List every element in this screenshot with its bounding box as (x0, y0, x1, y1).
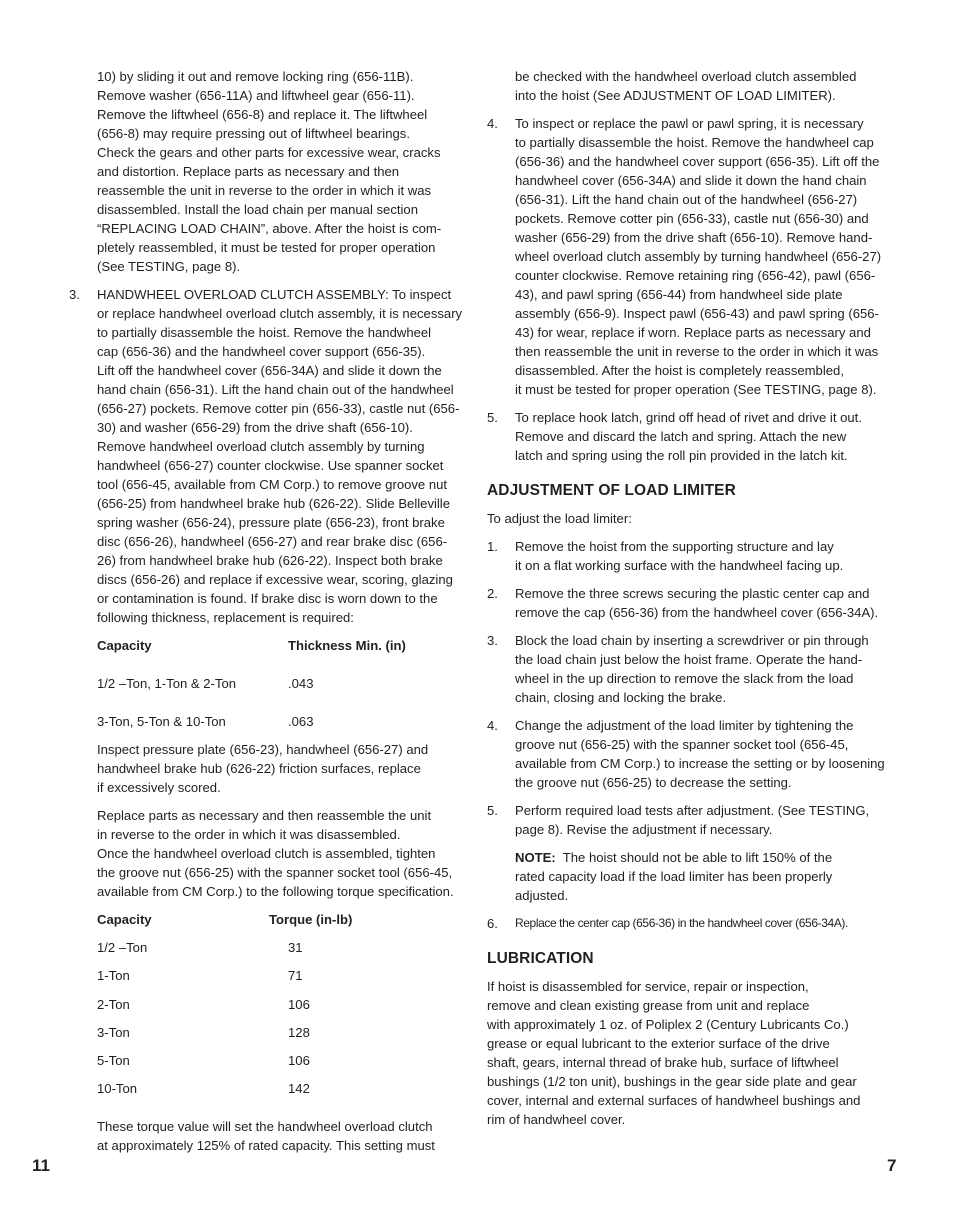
list-item-4 (487, 114, 889, 399)
text-line: in reverse to the order in which it was disassembled. (97, 827, 401, 842)
text-line: wheel in the up direction to remove the slack from the load (515, 671, 854, 686)
text-line: If hoist is disassembled for service, repair or inspection, (487, 979, 809, 994)
text-line: cover, internal and external surfaces of handwheel bushings and (487, 1093, 861, 1108)
text-line: Inspect pressure plate (656-23), handwheel (656-27) and (97, 742, 429, 757)
text-line: reassemble the unit in reverse to the order in which it was (97, 183, 432, 198)
text-line: Remove handwheel overload clutch assembly by turning (97, 439, 425, 454)
table-header (97, 636, 471, 655)
text-line: remove and clean existing grease from unit and replace (487, 998, 810, 1013)
inspect-paragraph (69, 740, 471, 797)
table-cell: 2-Ton (97, 996, 130, 1012)
text-line: 10) by sliding it out and remove locking ring (656-11B). (97, 69, 414, 84)
text-line: page 8). Revise the adjustment if necessary. (515, 822, 773, 837)
table-cell: 3-Ton (97, 1024, 130, 1040)
text-line: To replace hook latch, grind off head of rivet and drive it out. (515, 410, 862, 425)
note-text: The hoist should not be able to lift 150% of the (562, 850, 833, 865)
text-line: 43), and pawl spring (656-44) from handwheel side plate (515, 287, 843, 302)
text-line: available from CM Corp.) to increase the setting or by loosening (515, 756, 885, 771)
text-line: grease or equal lubricant to the exterior surface of the drive (487, 1036, 830, 1051)
text-line: remove the cap (656-36) from the handwheel cover (656-34A). (515, 605, 879, 620)
adjustment-step (487, 801, 889, 839)
text-line: pletely reassembled, it must be tested for proper operation (97, 240, 436, 255)
column-header: Thickness Min. (in) (288, 638, 406, 653)
closing-paragraph (69, 1117, 471, 1155)
text-line: latch and spring using the roll pin provided in the latch kit. (515, 448, 848, 463)
table-cell: 3-Ton, 5-Ton & 10-Ton (97, 714, 226, 729)
table-cell: 10-Ton (97, 1081, 138, 1097)
note-label: NOTE: (515, 850, 556, 865)
list-number: 5. (487, 803, 498, 818)
intro-text: To adjust the load limiter: (487, 511, 632, 526)
text-line: To inspect or replace the pawl or pawl spring, it is necessary (515, 116, 864, 131)
text-line: be checked with the handwheel overload clutch assembled (515, 69, 857, 84)
text-line: Replace the center cap (656-36) in the handwheel cover (656-34A). (515, 916, 848, 930)
table-cell: 5-Ton (97, 1053, 130, 1069)
text-line: disc (656-26), handwheel (656-27) and rear brake disc (656- (97, 534, 448, 549)
text-line: at approximately 125% of rated capacity. This setting must (97, 1137, 435, 1153)
continued-paragraph (487, 67, 889, 105)
text-line: “REPLACING LOAD CHAIN”, above. After the hoist is com- (97, 221, 442, 236)
right-column (487, 67, 889, 1129)
list-number: 4. (487, 116, 498, 131)
text-line: available from CM Corp.) to the following torque specification. (97, 884, 454, 899)
text-line: (656-8) may require pressing out of liftwheel bearings. (97, 126, 410, 141)
text-line: These torque value will set the handwheel overload clutch (97, 1118, 433, 1134)
column-header: Torque (in-lb) (269, 912, 353, 927)
table-row (97, 1023, 471, 1051)
text-line: Remove the liftwheel (656-8) and replace it. The liftwheel (97, 107, 428, 122)
text-line: Remove the hoist from the supporting structure and lay (515, 539, 834, 554)
list-number: 3. (487, 633, 498, 648)
list-number: 1. (487, 539, 498, 554)
table-header (97, 910, 471, 938)
text-line: to partially disassemble the hoist. Remove the handwheel (97, 325, 432, 340)
adjustment-step (487, 631, 889, 707)
table-cell: .063 (288, 714, 314, 729)
table-row (97, 1051, 471, 1079)
continued-paragraph (69, 67, 471, 276)
page-number-left: 11 (32, 1156, 50, 1175)
adjustment-step (487, 537, 889, 575)
text-line: assembly (656-9). Inspect pawl (656-43) and pawl spring (656- (515, 306, 879, 321)
adjustment-step (487, 716, 889, 792)
text-line (515, 848, 889, 867)
text-line: rim of handwheel cover. (487, 1112, 626, 1127)
text-line: with approximately 1 oz. of Poliplex 2 (Century Lubricants Co.) (487, 1017, 849, 1032)
text-line: discs (656-26) and replace if excessive wear, scoring, glazing (97, 572, 453, 587)
table-cell: 71 (288, 968, 303, 984)
text-line: or contamination is found. If brake disc is worn down to the (97, 591, 438, 606)
text-line: the groove nut (656-25) with the spanner socket tool (656-45, (97, 865, 453, 880)
text-line: Block the load chain by inserting a screwdriver or pin through (515, 633, 869, 648)
table-cell: 31 (288, 940, 303, 955)
table-cell: 128 (288, 1024, 310, 1040)
adjustment-step (487, 584, 889, 622)
text-line: groove nut (656-25) with the spanner socket tool (656-45, (515, 737, 849, 752)
torque-table (69, 910, 471, 1108)
adjustment-step (487, 914, 889, 933)
note-block (487, 848, 889, 905)
text-line: Change the adjustment of the load limiter by tightening the (515, 718, 854, 733)
text-line: handwheel brake hub (626-22) friction surfaces, replace (97, 761, 421, 776)
text-line: to partially disassemble the hoist. Remove the handwheel cap (515, 135, 874, 150)
text-line: following thickness, replacement is required: (97, 610, 354, 625)
text-line: HANDWHEEL OVERLOAD CLUTCH ASSEMBLY: To inspect (97, 287, 452, 302)
section-heading-adjustment: ADJUSTMENT OF LOAD LIMITER (487, 482, 736, 499)
table-cell: 1-Ton (97, 968, 130, 984)
text-line: (656-31). Lift the hand chain out of the handwheel (656-27) (515, 192, 858, 207)
text-line: hand chain (656-31). Lift the hand chain out of the handwheel (97, 382, 454, 397)
table-row (97, 938, 471, 966)
column-header: Capacity (97, 912, 152, 927)
lubrication-paragraph (487, 977, 889, 1129)
text-line: (656-27) pockets. Remove cotter pin (656-33), castle nut (656- (97, 401, 460, 416)
text-line: tool (656-45, available from CM Corp.) to remove groove nut (97, 477, 448, 492)
text-line: then reassemble the unit in reverse to the order in which it was (515, 344, 879, 359)
text-line: (656-25) from handwheel brake hub (626-22). Slide Belleville (97, 496, 451, 511)
list-number: 4. (487, 718, 498, 733)
text-line: 26) from handwheel brake hub (626-22). Inspect both brake (97, 553, 443, 568)
table-row (97, 1079, 471, 1107)
text-line: it on a flat working surface with the handwheel facing up. (515, 558, 844, 573)
text-line: wheel overload clutch assembly by turning handwheel (656-27) (515, 249, 882, 264)
list-number: 6. (487, 916, 498, 931)
column-header: Capacity (97, 638, 152, 653)
list-item-3 (69, 285, 471, 627)
reassemble-paragraph (69, 806, 471, 901)
table-row (97, 995, 471, 1023)
text-line: 30) and washer (656-29) from the drive shaft (656-10). (97, 420, 413, 435)
table-cell: .043 (288, 676, 314, 691)
text-line: Remove washer (656-11A) and liftwheel gear (656-11). (97, 88, 415, 103)
text-line: the load chain just below the hoist frame. Operate the hand- (515, 652, 863, 667)
text-line: bushings (1/2 ton unit), bushings in the gear side plate and gear (487, 1074, 857, 1089)
text-line: Remove the three screws securing the plastic center cap and (515, 586, 870, 601)
text-line: Remove and discard the latch and spring. Attach the new (515, 429, 847, 444)
text-line: chain, closing and locking the brake. (515, 690, 727, 705)
text-line: cap (656-36) and the handwheel cover support (656-35). (97, 344, 426, 359)
table-row (97, 966, 471, 994)
table-row (97, 712, 471, 731)
text-line: or replace handwheel overload clutch assembly, it is necessary (97, 306, 463, 321)
text-line: Check the gears and other parts for excessive wear, cracks (97, 145, 441, 160)
list-number: 5. (487, 410, 498, 425)
table-cell: 106 (288, 1053, 310, 1069)
text-line: washer (656-29) from the drive shaft (656-10). Remove hand- (515, 230, 873, 245)
text-line: if excessively scored. (97, 780, 221, 795)
text-line: the groove nut (656-25) to decrease the setting. (515, 775, 792, 790)
thickness-table (69, 636, 471, 731)
left-column (69, 67, 471, 1155)
text-line: shaft, gears, internal thread of brake hub, surface of liftwheel (487, 1055, 839, 1070)
table-cell: 1/2 –Ton (97, 940, 148, 955)
text-line: Once the handwheel overload clutch is assembled, tighten (97, 846, 436, 861)
text-line: it must be tested for proper operation (See TESTING, page 8). (515, 382, 877, 397)
text-line: (656-36) and the handwheel cover support (656-35). Lift off the (515, 154, 880, 169)
text-line: Perform required load tests after adjustment. (See TESTING, (515, 803, 870, 818)
list-item-5 (487, 408, 889, 465)
text-line: disassembled. After the hoist is completely reassembled, (515, 363, 844, 378)
text-line: (See TESTING, page 8). (97, 259, 241, 274)
text-line: adjusted. (515, 888, 569, 903)
table-cell: 106 (288, 996, 310, 1012)
table-cell: 1/2 –Ton, 1-Ton & 2-Ton (97, 676, 237, 691)
text-line: Lift off the handwheel cover (656-34A) and slide it down the (97, 363, 442, 378)
text-line: counter clockwise. Remove retaining ring (656-42), pawl (656- (515, 268, 876, 283)
text-line: into the hoist (See ADJUSTMENT OF LOAD LIMITER). (515, 88, 836, 103)
text-line: 43) for wear, replace if worn. Replace parts as necessary and (515, 325, 871, 340)
text-line: handwheel (656-27) counter clockwise. Use spanner socket (97, 458, 444, 473)
section-heading-lubrication: LUBRICATION (487, 950, 594, 967)
text-line: and distortion. Replace parts as necessary and then (97, 164, 400, 179)
text-line: Replace parts as necessary and then reassemble the unit (97, 808, 432, 823)
table-cell: 142 (288, 1081, 310, 1097)
list-number: 3. (69, 287, 80, 302)
list-number: 2. (487, 586, 498, 601)
text-line: spring washer (656-24), pressure plate (656-23), front brake (97, 515, 445, 530)
text-line: handwheel cover (656-34A) and slide it down the hand chain (515, 173, 867, 188)
table-row (97, 674, 471, 693)
page-number-right: 7 (887, 1156, 897, 1175)
text-line: disassembled. Install the load chain per manual section (97, 202, 418, 217)
text-line: rated capacity load if the load limiter has been properly (515, 869, 833, 884)
text-line: pockets. Remove cotter pin (656-33), castle nut (656-30) and (515, 211, 869, 226)
